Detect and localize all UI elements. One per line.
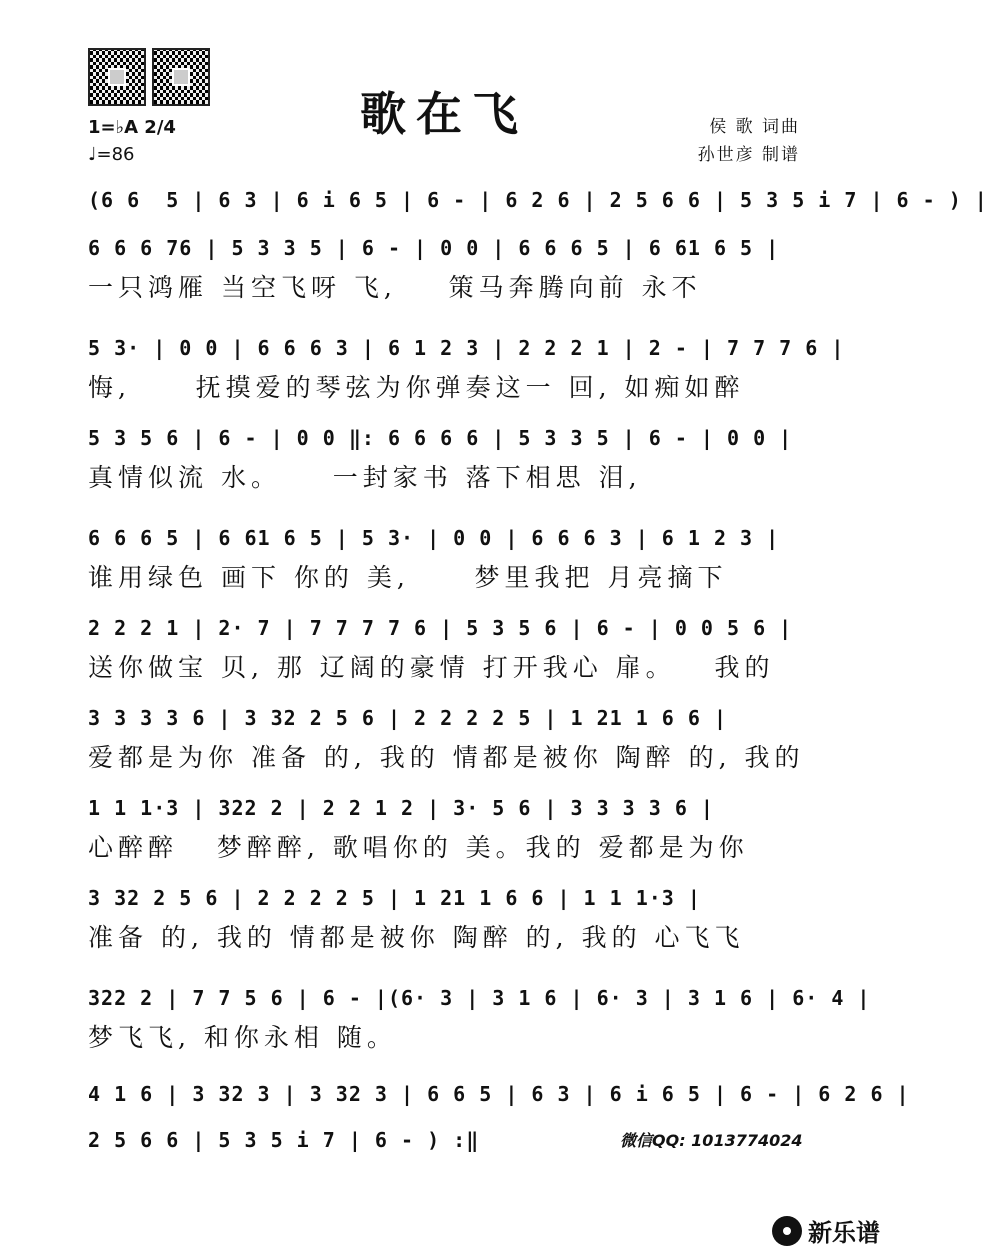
lyrics-line-7: 爱都是为你 准备 的, 我的 情都是被你 陶醉 的, 我的 bbox=[88, 743, 805, 772]
record-disc-icon bbox=[772, 1216, 802, 1246]
notes-line-5: 6 6 6 5 | 6 61 6 5 | 5 3· | 0 0 | 6 6 6 3 | 6 1 2 3 | bbox=[88, 526, 780, 550]
song-title: 歌在飞 bbox=[360, 87, 528, 141]
notes-line-12: 2 5 6 6 | 5 3 5 i 7 | 6 - ) :‖ bbox=[88, 1128, 480, 1152]
credit-score: 孙世彦 制谱 bbox=[697, 145, 800, 165]
lyrics-line-8: 心醉醉 梦醉醉, 歌唱你的 美。我的 爱都是为你 bbox=[88, 833, 749, 862]
notes-line-8: 1 1 1·3 | 322 2 | 2 2 1 2 | 3· 5 6 | 3 3 3 3 6 | bbox=[88, 796, 714, 820]
lyrics-line-6: 送你做宝 贝, 那 辽阔的豪情 打开我心 扉。 我的 bbox=[88, 653, 775, 682]
key-signature: 1=♭A 2/4 bbox=[88, 117, 176, 138]
notes-line-7: 3 3 3 3 6 | 3 32 2 5 6 | 2 2 2 2 5 | 1 21 1 6 6 | bbox=[88, 706, 728, 730]
logo-text: 新乐谱 bbox=[808, 1219, 880, 1247]
wechat-qq: 微信QQ: 1013774024 bbox=[620, 1131, 803, 1150]
notes-line-10: 322 2 | 7 7 5 6 | 6 - |(6· 3 | 3 1 6 | 6· 3 | 3 1 6 | 6· 4 | bbox=[88, 986, 871, 1010]
notes-line-1: (6 6 5 | 6 3 | 6 i 6 5 | 6 - | 6 2 6 | 2 5 6 6 | 5 3 5 i 7 | 6 - ) | bbox=[88, 188, 988, 212]
tempo-mark: ♩=86 bbox=[88, 144, 135, 165]
lyrics-line-9: 准备 的, 我的 情都是被你 陶醉 的, 我的 心飞飞 bbox=[88, 923, 745, 952]
lyrics-line-3: 悔, 抚摸爱的琴弦为你弹奏这一 回, 如痴如醉 bbox=[88, 373, 745, 402]
notes-line-4: 5 3 5 6 | 6 - | 0 0 ‖: 6 6 6 6 | 5 3 3 5 | 6 - | 0 0 | bbox=[88, 426, 793, 450]
notes-line-6: 2 2 2 1 | 2· 7 | 7 7 7 7 6 | 5 3 5 6 | 6 - | 0 0 5 6 | bbox=[88, 616, 793, 640]
lyrics-line-10: 梦飞飞, 和你永相 随。 bbox=[88, 1023, 397, 1052]
notes-line-9: 3 32 2 5 6 | 2 2 2 2 5 | 1 21 1 6 6 | 1 1 1·3 | bbox=[88, 886, 701, 910]
notes-line-11: 4 1 6 | 3 32 3 | 3 32 3 | 6 6 5 | 6 3 | 6 i 6 5 | 6 - | 6 2 6 | bbox=[88, 1082, 910, 1106]
lyrics-line-5: 谁用绿色 画下 你的 美, 梦里我把 月亮摘下 bbox=[88, 563, 728, 592]
notes-line-3: 5 3· | 0 0 | 6 6 6 3 | 6 1 2 3 | 2 2 2 1 | 2 - | 7 7 7 6 | bbox=[88, 336, 845, 360]
lyrics-line-4: 真情似流 水。 一封家书 落下相思 泪, bbox=[88, 463, 642, 492]
notes-line-2: 6 6 6 76 | 5 3 3 5 | 6 - | 0 0 | 6 6 6 5 | 6 61 6 5 | bbox=[88, 236, 780, 260]
lyrics-line-2: 一只鸿雁 当空飞呀 飞, 策马奔腾向前 永不 bbox=[88, 273, 702, 302]
credit-lyrics: 侯 歌 词曲 bbox=[709, 117, 800, 137]
site-logo bbox=[772, 1213, 880, 1248]
